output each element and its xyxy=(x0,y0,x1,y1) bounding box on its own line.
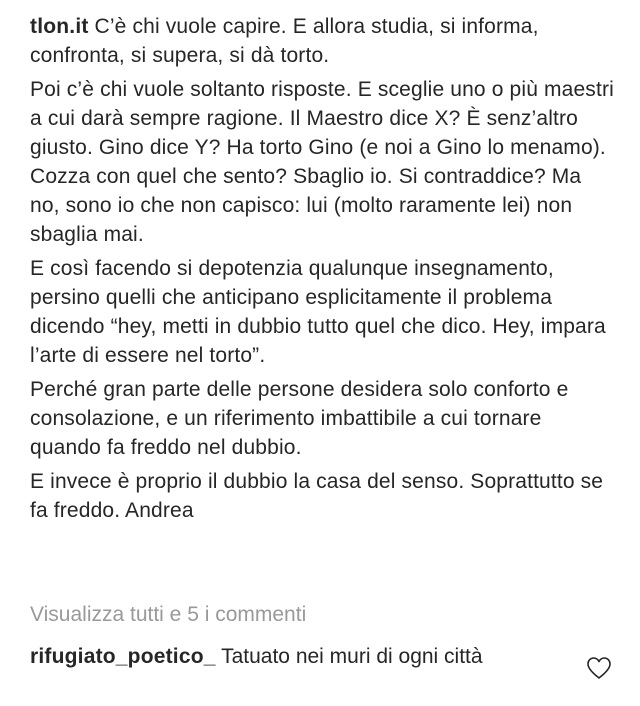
caption-paragraph-4: Perché gran parte delle persone desidera solo conforto e consolazione, e un riferimento imbattibile a cui tornare quando fa freddo nel dubbio. xyxy=(30,378,569,459)
post-caption xyxy=(30,12,615,530)
post-username[interactable]: tlon.it xyxy=(30,15,89,38)
heart-icon[interactable] xyxy=(586,656,612,680)
comment-text: Tatuato nei muri di ogni città xyxy=(221,645,483,668)
caption-paragraph-1 xyxy=(30,12,615,70)
view-all-comments-link[interactable]: Visualizza tutti e 5 i commenti xyxy=(30,603,307,626)
caption-paragraph-3: E così facendo si depotenzia qualunque insegnamento, persino quelli che anticipano esplicitamente il problema dicendo “hey, metti in dubbio tutto quel che dico. Hey, impara l’arte di essere nel torto”. xyxy=(30,257,606,367)
caption-paragraph-2: Poi c’è chi vuole soltanto risposte. E sceglie uno o più maestri a cui darà sempre ragione. Il Maestro dice X? È senz’altro giusto. Gino dice Y? Ha torto Gino (e noi a Gino lo menamo). Cozza con quel che sento? Sbaglio io. Si contraddice? Ma no, sono io che non capisco: lui (molto raramente lei) non sbaglia mai. xyxy=(30,78,614,246)
caption-text-1: C’è chi vuole capire. E allora studia, si informa, confronta, si supera, si dà torto. xyxy=(30,15,539,67)
caption-paragraph-5: E invece è proprio il dubbio la casa del senso. Soprattutto se fa freddo. Andrea xyxy=(30,470,604,522)
comment-item xyxy=(30,642,570,671)
comment-username[interactable]: rifugiato_poetico_ xyxy=(30,645,216,668)
